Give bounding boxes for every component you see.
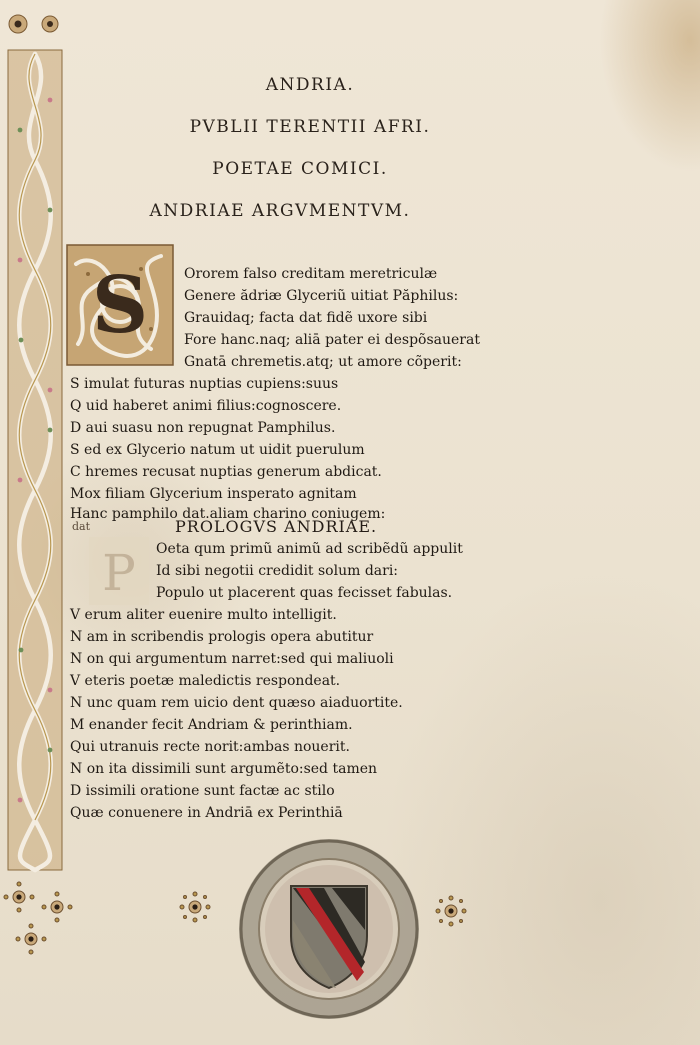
faded-initial-p <box>88 536 150 606</box>
prologus-line-4: V erum aliter euenire multo intelligit. <box>70 607 337 623</box>
illuminated-initial-s <box>66 244 174 366</box>
argumentum-line-10: C hremes recusat nuptias generum abdicat. <box>70 464 382 480</box>
rosette-icon <box>14 922 48 956</box>
white-vine-border <box>6 10 66 890</box>
title-andria: ANDRIA. <box>265 75 355 95</box>
prologus-line-5: N am in scribendis prologis opera abutitur <box>70 629 374 645</box>
argumentum-line-11: Mox filiam Glycerium insperato agnitam <box>70 486 357 502</box>
rosette-icon <box>40 890 74 924</box>
argumentum-line-8: D aui suasu non repugnat Pamphilus. <box>70 420 336 436</box>
argumentum-line-12: Hanc pamphilo dat.aliam charino coniugem: <box>70 506 386 522</box>
prologus-line-10: Qui utranuis recte norit:ambas nouerit. <box>70 739 350 755</box>
prologus-line-12: D issimili oratione sunt factæ ac stilo <box>70 783 335 799</box>
shield-icon <box>236 836 422 1022</box>
rosette-icon <box>2 880 36 914</box>
argumentum-line-7: Q uid haberet animi filius:cognoscere. <box>70 398 342 414</box>
prologus-line-8: N unc quam rem uicio dent quæso aiaduortite. <box>70 695 403 711</box>
title-author: PVBLII TERENTII AFRI. <box>189 117 431 137</box>
prologus-line-2: Id sibi negotii credidit solum dari: <box>156 563 399 579</box>
argumentum-line-2: Genere ădriæ Glyceriũ uitiat Păphilus: <box>184 288 459 304</box>
rosette-icon <box>434 894 468 928</box>
argumentum-line-5: Gnatā chremetis.atq; ut amore cõperit: <box>184 354 462 370</box>
marginal-note: dat <box>72 520 91 533</box>
initial-letter-s: S <box>91 260 149 351</box>
prologus-line-6: N on qui argumentum narret:sed qui maliuoli <box>70 651 394 667</box>
prologus-line-11: N on ita dissimili sunt argumẽto:sed tamen <box>70 761 378 777</box>
argumentum-line-6: S imulat futuras nuptias cupiens:suus <box>70 376 339 392</box>
title-argumentum: ANDRIAE ARGVMENTVM. <box>149 201 411 221</box>
title-poetae: POETAE COMICI. <box>212 159 388 179</box>
argumentum-line-1: Ororem falso creditam meretriculæ <box>184 266 438 282</box>
prologus-heading: PROLOGVS ANDRIAE. <box>175 517 378 536</box>
prologus-line-7: V eteris poetæ maledictis respondeat. <box>70 673 341 689</box>
rosette-icon <box>178 890 212 924</box>
prologus-line-9: M enander fecit Andriam & perinthiam. <box>70 717 353 733</box>
argumentum-line-3: Grauidaq; facta dat fidẽ uxore sibi <box>184 310 428 326</box>
argumentum-line-4: Fore hanc.naq; aliā pater ei despõsauerat <box>184 332 480 348</box>
prologus-line-3: Populo ut placerent quas fecisset fabulas. <box>156 585 453 601</box>
prologus-line-13: Quæ conuenere in Andriā ex Perinthiā <box>70 805 343 821</box>
initial-letter-p: P <box>102 544 136 602</box>
prologus-line-1: Oeta qum primũ animũ ad scribẽdũ appulit <box>156 541 463 557</box>
argumentum-line-9: S ed ex Glycerio natum ut uidit puerulum <box>70 442 365 458</box>
